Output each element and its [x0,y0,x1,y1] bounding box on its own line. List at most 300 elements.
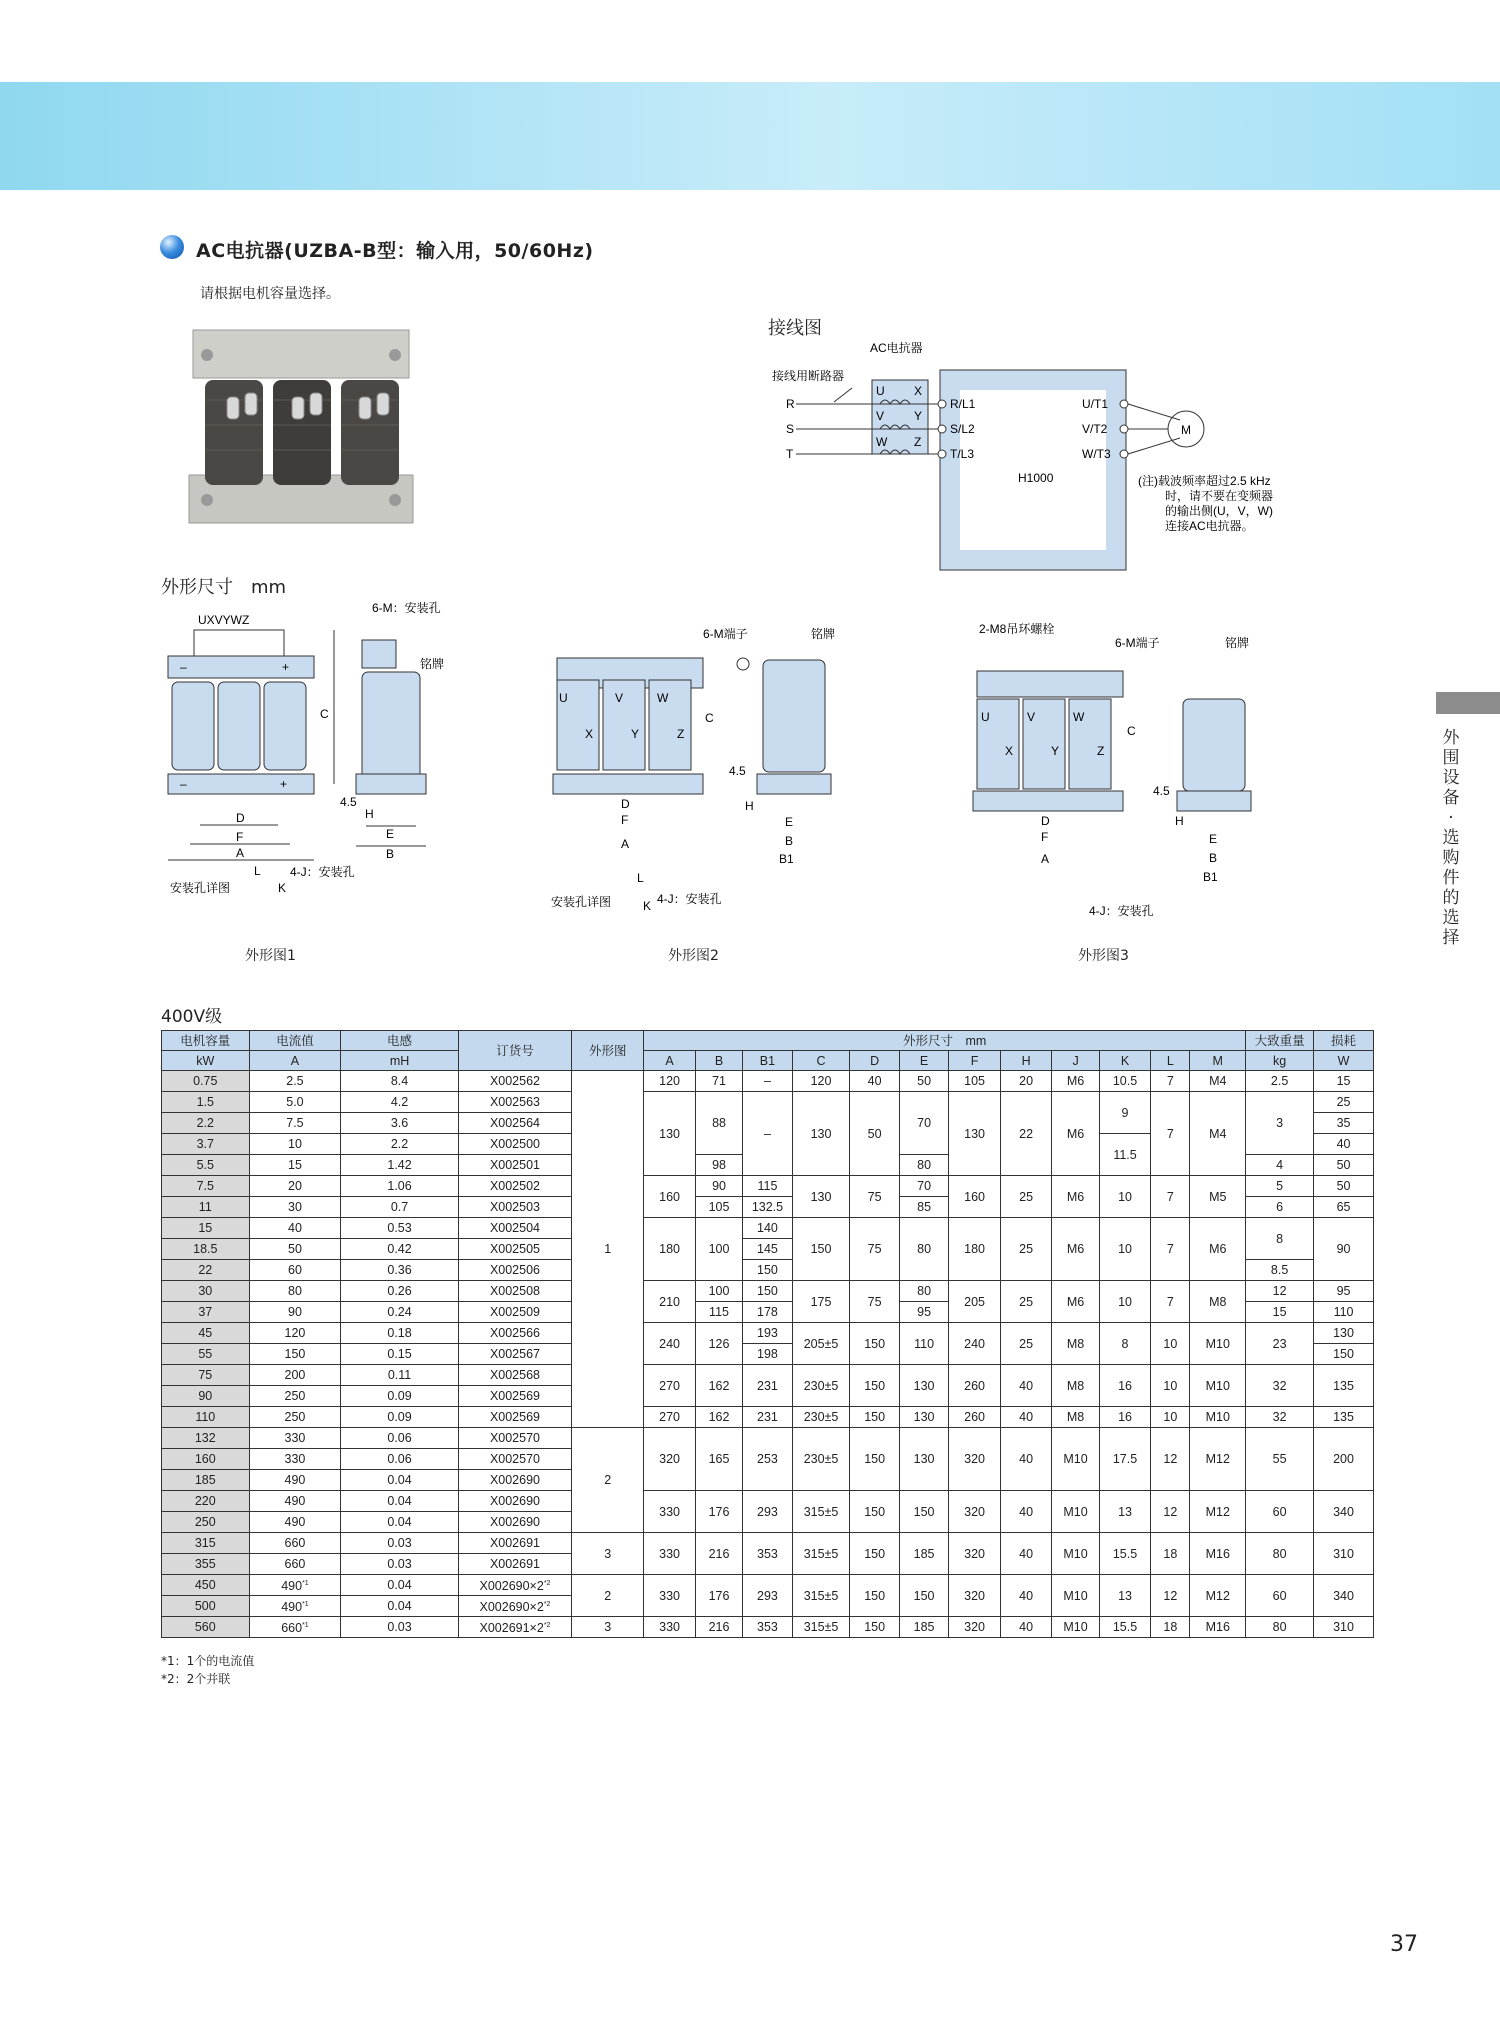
diagram-label: A [621,837,630,851]
table-cell: X002567 [458,1344,571,1365]
table-cell: 0.04 [341,1491,458,1512]
diagram-label: S/L2 [950,422,975,436]
table-cell: – [743,1092,792,1176]
table-cell: 353 [743,1617,792,1638]
table-cell: 150 [743,1260,792,1281]
table-row [162,1491,1374,1512]
table-cell: 12 [1151,1428,1190,1491]
table-cell: 75 [162,1365,250,1386]
table-cell: 320 [949,1428,1001,1491]
dimensions-title: 外形尺寸 mm [161,577,287,598]
outline-figure-1 [150,600,450,940]
table-cell: X002570 [458,1449,571,1470]
diagram-label: B [386,847,395,861]
table-cell: H [1000,1051,1052,1071]
table-row [162,1533,1374,1554]
table-cell: 95 [1314,1281,1374,1302]
table-cell: M5 [1190,1176,1246,1218]
table-cell: 130 [899,1428,948,1491]
table-cell: M12 [1190,1491,1246,1533]
diagram-label: F [621,813,629,827]
table-cell: 178 [743,1302,792,1323]
table-cell: 660 [249,1554,341,1575]
table-cell: 315±5 [792,1533,850,1575]
diagram-label: X [914,384,923,398]
table-cell: 0.26 [341,1281,458,1302]
table-cell: 10 [1151,1323,1190,1365]
table-cell: 110 [899,1323,948,1365]
table-cell: 25 [1314,1092,1374,1113]
diagram-label: W [1073,710,1085,724]
table-cell: 253 [743,1428,792,1491]
table-cell: 3.7 [162,1134,250,1155]
table-cell: 0.03 [341,1533,458,1554]
table-cell: 490 [249,1491,341,1512]
table-cell: 162 [695,1407,742,1428]
table-cell: 15 [1246,1302,1314,1323]
diagram-label: L [637,871,644,885]
table-cell: M6 [1052,1218,1099,1281]
table-cell: 37 [162,1302,250,1323]
table-cell: 100 [695,1218,742,1281]
diagram-label: W [876,435,888,449]
header-banner [0,82,1500,190]
table-cell: 13 [1099,1575,1151,1617]
table-cell: 50 [1314,1176,1374,1197]
table-cell: L [1151,1051,1190,1071]
table-cell: 205±5 [792,1323,850,1365]
table-cell: 115 [695,1302,742,1323]
diagram-label: 4.5 [340,795,357,809]
table-cell: M6 [1052,1071,1099,1092]
table-cell: 165 [695,1428,742,1491]
table-cell: 2.5 [249,1071,341,1092]
table-cell: M6 [1052,1092,1099,1176]
table-cell: 0.7 [341,1197,458,1218]
table-cell: 205 [949,1281,1001,1323]
table-cell: 231 [743,1407,792,1428]
table-cell: 130 [792,1092,850,1176]
table-cell: 130 [899,1365,948,1407]
table-cell: 126 [695,1323,742,1365]
spec-table [161,1030,1374,1638]
table-cell: 185 [899,1617,948,1638]
table-cell: 20 [249,1176,341,1197]
diagram-label: 铭牌 [1225,636,1250,650]
col-order: 订货号 [458,1031,571,1071]
table-cell: 260 [949,1407,1001,1428]
diagram-label: Y [914,409,923,423]
table-cell: 90 [249,1302,341,1323]
table-cell: 130 [1314,1323,1374,1344]
table-cell: M10 [1190,1323,1246,1365]
table-cell: 130 [644,1092,696,1176]
table-cell: 15.5 [1099,1533,1151,1575]
diagram-label: Z [1097,744,1105,758]
table-cell: 0.03 [341,1617,458,1638]
table-cell: 15 [1314,1071,1374,1092]
table-cell: X002570 [458,1428,571,1449]
diagram-label: C [705,711,714,725]
table-cell: 200 [1314,1428,1374,1491]
table-cell: 100 [695,1281,742,1302]
table-cell: 105 [949,1071,1001,1092]
table-cell: F [949,1051,1001,1071]
table-cell: 250 [249,1407,341,1428]
table-cell: 150 [792,1218,850,1281]
footnotes [161,1652,254,1688]
table-cell: 90 [695,1176,742,1197]
table-cell: J [1052,1051,1099,1071]
table-cell: 2 [572,1575,644,1617]
diagram-label: H [365,807,374,821]
table-cell: X002503 [458,1197,571,1218]
side-tab-marker [1436,692,1500,714]
diagram-label: D [1041,814,1050,828]
table-cell: 10 [1099,1281,1151,1323]
table-cell: 150 [850,1533,899,1575]
table-cell: 40 [1000,1617,1052,1638]
table-cell: 40 [1000,1365,1052,1407]
diagram-label: H1000 [1018,471,1054,485]
diagram-label: + [282,660,290,674]
table-cell: 25 [1000,1218,1052,1281]
table-cell: 450 [162,1575,250,1596]
table-cell: 80 [249,1281,341,1302]
diagram-label: (注)载波频率超过2.5 kHz [1138,474,1271,488]
table-cell: 1.5 [162,1092,250,1113]
table-cell: 315±5 [792,1617,850,1638]
table-cell: 22 [162,1260,250,1281]
table-cell: 7 [1151,1071,1190,1092]
table-cell: 1 [572,1071,644,1428]
table-cell: 0.09 [341,1386,458,1407]
table-cell: B1 [743,1051,792,1071]
table-cell: 90 [162,1386,250,1407]
table-cell: 135 [1314,1365,1374,1407]
table-cell: 175 [792,1281,850,1323]
table-cell: 2.5 [1246,1071,1314,1092]
table-cell: 18 [1151,1617,1190,1638]
table-cell: X002502 [458,1176,571,1197]
table-cell: M12 [1190,1575,1246,1617]
table-cell: 150 [850,1323,899,1365]
table-cell: 500 [162,1596,250,1617]
table-cell: 3.6 [341,1113,458,1134]
table-cell: 310 [1314,1533,1374,1575]
diagram-label: X [1005,744,1014,758]
table-cell: 315±5 [792,1575,850,1617]
table-row [162,1428,1374,1449]
table-cell: 40 [1000,1428,1052,1491]
table-cell: 16 [1099,1407,1151,1428]
table-cell: 200 [249,1365,341,1386]
table-cell: 55 [162,1344,250,1365]
table-cell: 130 [949,1092,1001,1176]
table-cell: 10 [249,1134,341,1155]
table-cell: X002563 [458,1092,571,1113]
diagram-label: U [559,691,568,705]
table-cell: 75 [850,1218,899,1281]
table-cell: 293 [743,1575,792,1617]
diagram-label: 4-J：安装孔 [290,865,355,879]
table-cell: 80 [899,1218,948,1281]
table-cell: 660$^{*1}$ [249,1617,341,1638]
diagram-label: AC电抗器 [870,341,923,355]
table-cell: X002569 [458,1386,571,1407]
table-cell: 150 [743,1281,792,1302]
table-cell: 160 [162,1449,250,1470]
table-cell: 110 [162,1407,250,1428]
table-cell: M6 [1052,1176,1099,1218]
table-cell: X002569 [458,1407,571,1428]
table-cell: 32 [1246,1365,1314,1407]
col-loss: 损耗 [1314,1031,1374,1051]
diagram-label: 4.5 [729,764,746,778]
table-cell: 40 [1314,1134,1374,1155]
table-cell: M6 [1052,1281,1099,1323]
table-cell: X002691 [458,1533,571,1554]
table-cell: 330 [644,1533,696,1575]
table-cell: 9 [1099,1092,1151,1134]
table-cell: 17.5 [1099,1428,1151,1491]
table-cell: 3 [1246,1092,1314,1155]
table-cell: C [792,1051,850,1071]
diagram-label: A [236,846,245,860]
diagram-label: 接线用断路器 [772,369,845,383]
table-cell: $X002690\times 2^{*2}$ [458,1575,571,1596]
diagram-label: K [643,899,652,913]
table-cell: 320 [949,1575,1001,1617]
table-cell: 120 [249,1323,341,1344]
table-cell: 0.06 [341,1449,458,1470]
table-cell: 50 [249,1239,341,1260]
table-cell: M8 [1190,1281,1246,1323]
table-cell: 98 [695,1155,742,1176]
table-cell: 490 [249,1470,341,1491]
table-cell: M16 [1190,1533,1246,1575]
col-kw: 电机容量 [162,1031,250,1051]
diagram-label: 4-J：安装孔 [657,892,722,906]
diagram-label: M [1181,423,1191,437]
table-cell: 270 [644,1365,696,1407]
table-cell: K [1099,1051,1151,1071]
table-cell: E [899,1051,948,1071]
table-cell: 120 [644,1071,696,1092]
table-cell: 0.04 [341,1512,458,1533]
table-cell: 0.53 [341,1218,458,1239]
table-cell: 150 [899,1575,948,1617]
table-row [162,1575,1374,1596]
table-cell: 0.42 [341,1239,458,1260]
table-cell: 185 [899,1533,948,1575]
table-cell: 11 [162,1197,250,1218]
diagram-label: V [615,691,624,705]
outline-figure-3 [965,615,1295,935]
table-cell: 85 [899,1197,948,1218]
diagram-label: H [745,799,754,813]
table-cell: 50 [1314,1155,1374,1176]
table-cell: 130 [792,1176,850,1218]
table-cell: 176 [695,1491,742,1533]
table-cell: W [1314,1051,1374,1071]
col-weight: 大致重量 [1246,1031,1314,1051]
table-cell: 355 [162,1554,250,1575]
col-dim: 外形尺寸 mm [644,1031,1246,1051]
table-cell: 7 [1151,1218,1190,1281]
table-cell: 40 [1000,1533,1052,1575]
table-cell: 25 [1000,1281,1052,1323]
table-cell: M10 [1052,1491,1099,1533]
table-cell: M10 [1052,1533,1099,1575]
table-cell: 330 [249,1449,341,1470]
diagram-label: 6-M：安装孔 [372,601,441,615]
table-cell: 4.2 [341,1092,458,1113]
table-cell: 0.06 [341,1428,458,1449]
table-cell: 150 [850,1491,899,1533]
table-cell: 1.06 [341,1176,458,1197]
table-cell: 150 [850,1428,899,1491]
table-cell: X002690 [458,1470,571,1491]
table-cell: 220 [162,1491,250,1512]
table-cell: A [644,1051,696,1071]
diagram-label: Z [914,435,922,449]
table-cell: 150 [850,1617,899,1638]
diagram-label: – [180,660,187,674]
table-cell: 70 [899,1092,948,1155]
table-cell: 23 [1246,1323,1314,1365]
table-cell: 210 [644,1281,696,1323]
table-cell: 7 [1151,1281,1190,1323]
table-cell: 130 [899,1407,948,1428]
table-cell: 8 [1246,1218,1314,1260]
table-cell: 22 [1000,1092,1052,1176]
table-cell: X002506 [458,1260,571,1281]
table-cell: 80 [1246,1533,1314,1575]
table-cell: M10 [1190,1365,1246,1407]
table-cell: A [249,1051,341,1071]
table-cell: 5.0 [249,1092,341,1113]
table-row [162,1617,1374,1638]
diagram-label: B1 [779,852,794,866]
table-cell: 162 [695,1365,742,1407]
table-cell: 110 [1314,1302,1374,1323]
table-cell: 231 [743,1365,792,1407]
table-cell: 250 [249,1386,341,1407]
table-cell: 315±5 [792,1491,850,1533]
diagram-label: E [386,827,395,841]
diagram-label: A [1041,852,1050,866]
table-cell: 145 [743,1239,792,1260]
table-cell: 80 [899,1155,948,1176]
table-cell: 1.42 [341,1155,458,1176]
diagram-label: 4-J：安装孔 [1089,904,1154,918]
table-cell: 40 [850,1071,899,1092]
table-cell: 18.5 [162,1239,250,1260]
table-cell: 60 [1246,1491,1314,1533]
table-cell: M4 [1190,1071,1246,1092]
table-cell: 71 [695,1071,742,1092]
diagram-label: H [1175,814,1184,828]
table-cell: 330 [644,1491,696,1533]
diagram-label: F [1041,830,1049,844]
table-cell: 150 [850,1575,899,1617]
diagram-label: V [876,409,885,423]
table-cell: 7 [1151,1176,1190,1218]
diagram-label: S [786,422,795,436]
table-cell: X002690 [458,1491,571,1512]
table-cell: 185 [162,1470,250,1491]
table-cell: 160 [644,1176,696,1218]
outline-figure-2 [545,620,865,940]
table-cell: 70 [899,1176,948,1197]
table-cell: 13 [1099,1491,1151,1533]
table-cell: 310 [1314,1617,1374,1638]
diagram-label: 铭牌 [420,657,445,671]
table-cell: 340 [1314,1491,1374,1533]
table-cell: 8.4 [341,1071,458,1092]
diagram-label: W [657,691,669,705]
table-cell: 15 [162,1218,250,1239]
table-cell: 0.03 [341,1554,458,1575]
table-cell: 16 [1099,1365,1151,1407]
table-cell: 320 [949,1533,1001,1575]
footnote-1: *1：1个的电流值 [161,1654,255,1668]
table-cell: 0.04 [341,1575,458,1596]
table-cell: 490$^{*1}$ [249,1596,341,1617]
table-cell: 80 [899,1281,948,1302]
table-cell: M16 [1190,1617,1246,1638]
table-title: 400V级 [161,1007,223,1027]
diagram-label: B1 [1203,870,1218,884]
table-row [162,1218,1374,1239]
table-cell: M [1190,1051,1246,1071]
table-cell: X002500 [458,1134,571,1155]
table-cell: kg [1246,1051,1314,1071]
table-cell: X002562 [458,1071,571,1092]
diagram-label: V/T2 [1082,422,1108,436]
table-cell: X002501 [458,1155,571,1176]
diagram-label: 时，请不要在变频器 [1165,489,1274,503]
table-cell: X002568 [458,1365,571,1386]
table-cell: 60 [1246,1575,1314,1617]
table-cell: 198 [743,1344,792,1365]
table-cell: 8.5 [1246,1260,1314,1281]
table-cell: 105 [695,1197,742,1218]
table-cell: 2.2 [341,1134,458,1155]
table-cell: 230±5 [792,1428,850,1491]
table-cell: 216 [695,1617,742,1638]
table-cell: M8 [1052,1407,1099,1428]
table-cell: 0.15 [341,1344,458,1365]
diagram-label: D [236,811,245,825]
table-cell: 12 [1151,1491,1190,1533]
table-cell: 150 [850,1407,899,1428]
table-cell: 0.18 [341,1323,458,1344]
table-cell: 7.5 [249,1113,341,1134]
table-cell: M10 [1190,1407,1246,1428]
table-cell: 0.36 [341,1260,458,1281]
table-cell: 660 [249,1533,341,1554]
table-cell: 2 [572,1428,644,1533]
table-cell: 60 [249,1260,341,1281]
table-cell: 320 [949,1617,1001,1638]
diagram-label: 的输出侧(U，V，W) [1165,504,1273,518]
table-cell: 330 [644,1575,696,1617]
table-cell: 132 [162,1428,250,1449]
table-cell: 330 [249,1428,341,1449]
col-fig: 外形图 [572,1031,644,1071]
